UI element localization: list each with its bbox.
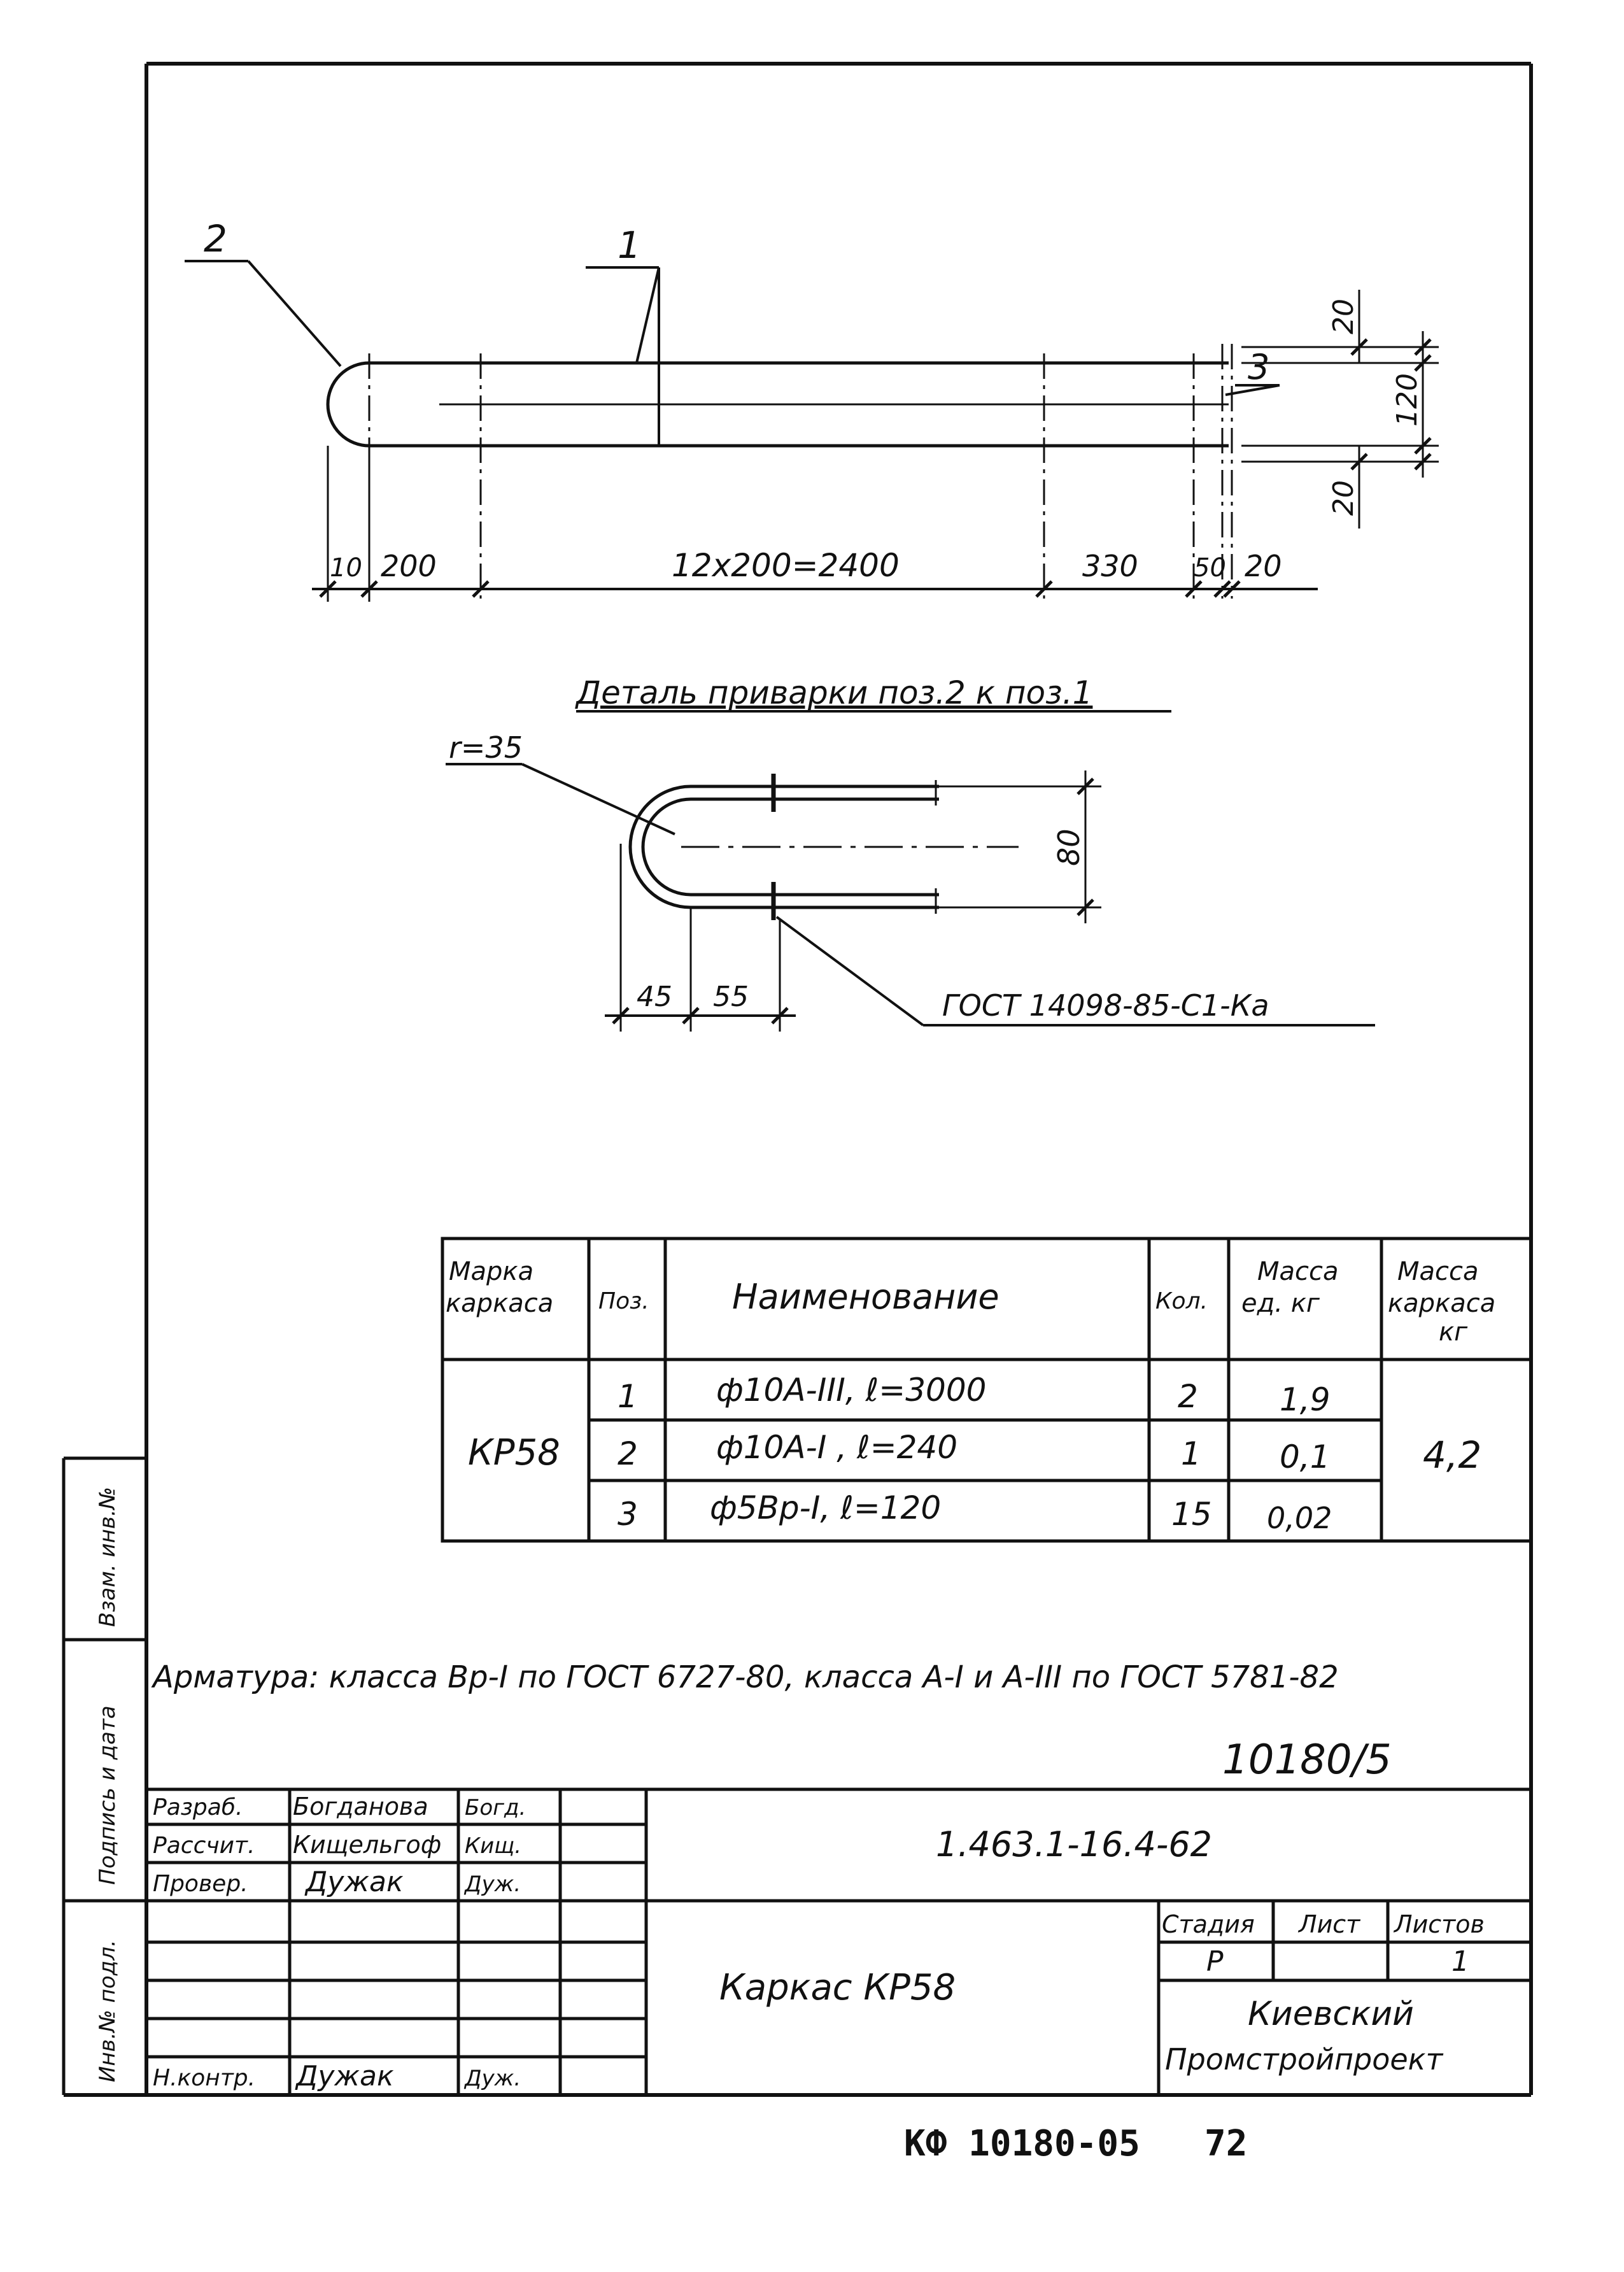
stage-header: Стадия [1162,1910,1255,1938]
name-calculated: Кищельгоф [293,1831,442,1859]
frame-mass: 4,2 [1423,1433,1482,1477]
row-qty: 1 [1181,1435,1201,1472]
signature-calculated: Кищ. [465,1833,522,1859]
dim-2400: 12x200=2400 [672,547,900,584]
pos-2-label: 2 [204,217,227,260]
dim-200: 200 [381,549,437,583]
row-qty: 2 [1178,1378,1198,1415]
sheet-header: Лист [1299,1910,1360,1938]
weld-ref: ГОСТ 14098-85-С1-Ка [942,988,1269,1023]
row-mass: 0,02 [1267,1501,1332,1535]
hdr-unit-mass-1: Масса [1257,1257,1339,1286]
vzam-label: Взам. инв.№ [95,1486,120,1627]
dim-330: 330 [1082,549,1138,583]
dim-55: 55 [713,981,749,1013]
dim-50: 50 [1194,553,1226,583]
row-pos: 2 [618,1435,638,1472]
signature-norm-control: Дуж. [465,2066,521,2091]
hdr-mark-2: каркаса [446,1289,554,1318]
row-name: ф10А-I , ℓ=240 [716,1429,958,1466]
row-mass: 1,9 [1280,1381,1331,1418]
signature-checked: Дуж. [465,1871,521,1897]
signature-developer: Богд. [465,1795,526,1821]
detail-title: Деталь приварки поз.2 к поз.1 [576,674,1093,711]
hdr-qty: Кол. [1155,1288,1208,1314]
dim-80: 80 [1052,828,1086,866]
footer-stamp: КФ 10180-05 72 [904,2123,1248,2164]
dim-120: 120 [1391,373,1423,427]
inv-podl-label: Инв.№ подл. [95,1940,120,2082]
sheet-number: 10180/5 [1222,1736,1392,1784]
name-developer: Богданова [293,1793,428,1821]
sheets-header: Листов [1394,1910,1485,1938]
frame-mark: КР58 [468,1432,560,1473]
name-norm-control: Дужак [296,2060,394,2092]
stage-value: Р [1206,1945,1224,1978]
spec-row [618,1489,1332,1535]
hdr-pos: Поз. [598,1288,649,1314]
product-name: Каркас КР58 [719,1967,956,2008]
hdr-unit-mass-2: ед. кг [1241,1289,1320,1318]
spec-row [618,1429,1331,1475]
dim-45: 45 [637,981,672,1013]
hdr-frame-mass-2: каркаса [1388,1289,1496,1318]
dim-20-lower: 20 [1327,480,1360,516]
org-line-2: Промстройпроект [1165,2042,1443,2077]
org-line-1: Киевский [1248,1995,1414,2033]
row-qty: 15 [1171,1496,1212,1533]
row-pos: 1 [618,1378,638,1415]
hdr-frame-mass-3: кг [1439,1317,1468,1347]
row-pos: 3 [618,1496,638,1533]
hdr-name: Наименование [732,1277,999,1317]
role-norm-control: Н.контр. [153,2065,256,2091]
pos-3-label: 3 [1248,347,1270,387]
role-developer: Разраб. [153,1794,243,1821]
pos-1-label: 1 [618,224,641,267]
name-checked: Дужак [306,1866,404,1898]
row-name: ф10А-III, ℓ=3000 [716,1372,987,1409]
document-code: 1.463.1-16.4-62 [936,1824,1213,1864]
row-name: ф5Вр-I, ℓ=120 [710,1489,942,1526]
row-mass: 0,1 [1280,1438,1331,1475]
role-calculated: Рассчит. [153,1833,255,1859]
dim-20-bottom: 20 [1245,549,1282,583]
role-checked: Провер. [153,1871,248,1897]
sheets-value: 1 [1451,1945,1469,1978]
radius-label: r=35 [449,730,523,765]
dim-10: 10 [330,553,362,583]
spec-row [618,1372,1331,1418]
reinforcement-note: Арматура: класса Вр-I по ГОСТ 6727-80, класса А-I и А-III по ГОСТ 5781-82 [153,1659,1339,1695]
hdr-frame-mass-1: Масса [1397,1257,1479,1286]
sign-date-label: Подпись и дата [95,1705,120,1885]
dim-20-top: 20 [1327,299,1360,334]
hdr-mark-1: Марка [449,1257,534,1286]
